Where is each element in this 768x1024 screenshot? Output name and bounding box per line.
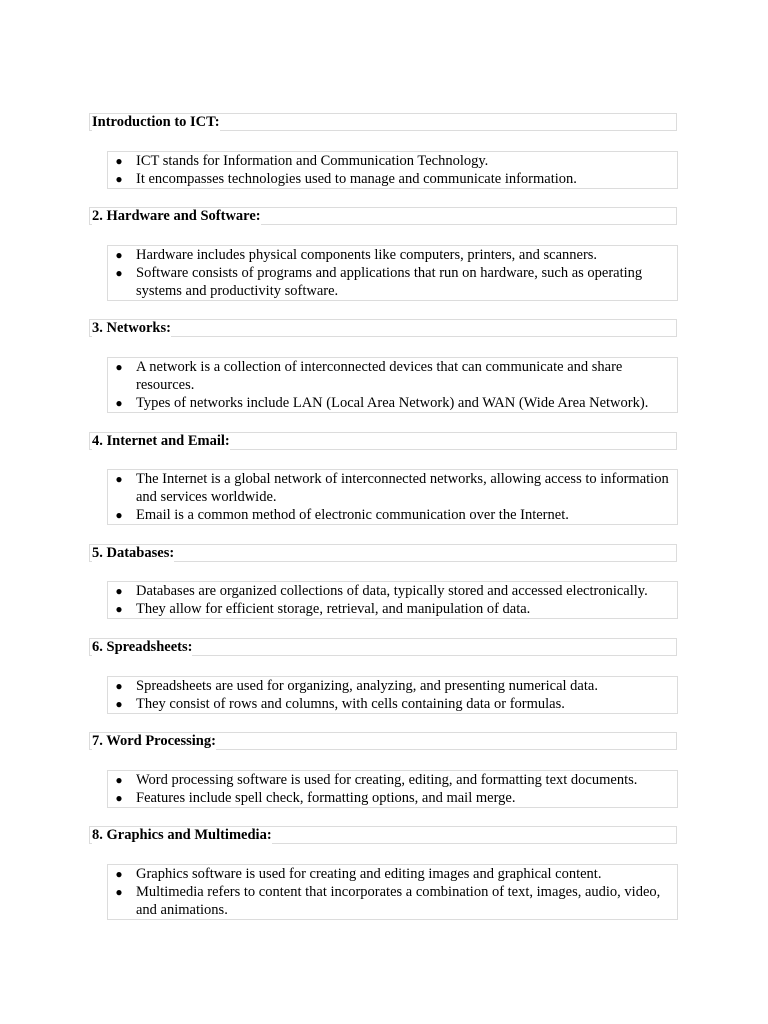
list-item-text: They consist of rows and columns, with cells containing data or formulas. bbox=[136, 696, 565, 712]
list-item bbox=[108, 695, 677, 713]
list-item-text: Spreadsheets are used for organizing, analyzing, and presenting numerical data. bbox=[136, 678, 598, 694]
list-item-text: Databases are organized collections of data, typically stored and accessed electronically. bbox=[136, 583, 648, 599]
bullet-icon: ● bbox=[115, 172, 123, 186]
heading-box bbox=[89, 113, 677, 131]
bullet-icon: ● bbox=[115, 791, 123, 805]
list-item-text: Multimedia refers to content that incorporates a combination of text, images, audio, video, and animations. bbox=[136, 884, 661, 918]
bullet-list-box bbox=[107, 581, 678, 619]
heading-box bbox=[89, 319, 677, 337]
list-item bbox=[108, 582, 677, 600]
list-item-text: Word processing software is used for creating, editing, and formatting text documents. bbox=[136, 772, 638, 788]
section-heading: 6. Spreadsheets: bbox=[92, 639, 193, 655]
list-item-text: They allow for efficient storage, retrieval, and manipulation of data. bbox=[136, 601, 531, 617]
bullet-list bbox=[108, 152, 677, 188]
list-item bbox=[108, 771, 677, 789]
bullet-icon: ● bbox=[115, 885, 123, 899]
list-item-text: Features include spell check, formatting options, and mail merge. bbox=[136, 790, 516, 806]
bullet-list bbox=[108, 470, 677, 524]
list-item bbox=[108, 264, 677, 300]
list-item bbox=[108, 506, 677, 524]
bullet-icon: ● bbox=[115, 508, 123, 522]
heading-box bbox=[89, 732, 677, 750]
section-heading: 2. Hardware and Software: bbox=[92, 208, 261, 224]
bullet-list bbox=[108, 582, 677, 618]
heading-box bbox=[89, 432, 677, 450]
list-item bbox=[108, 246, 677, 264]
list-item-text: The Internet is a global network of interconnected networks, allowing access to information and services worldwide. bbox=[136, 471, 669, 505]
section-heading: 4. Internet and Email: bbox=[92, 433, 230, 449]
bullet-icon: ● bbox=[115, 697, 123, 711]
heading-box bbox=[89, 544, 677, 562]
bullet-icon: ● bbox=[115, 773, 123, 787]
bullet-icon: ● bbox=[115, 360, 123, 374]
bullet-icon: ● bbox=[115, 679, 123, 693]
section-heading: Introduction to ICT: bbox=[92, 114, 220, 130]
bullet-list-box bbox=[107, 676, 678, 714]
section-heading: 8. Graphics and Multimedia: bbox=[92, 827, 272, 843]
bullet-icon: ● bbox=[115, 248, 123, 262]
list-item bbox=[108, 470, 677, 506]
list-item-text: ICT stands for Information and Communication Technology. bbox=[136, 153, 489, 169]
heading-box bbox=[89, 826, 677, 844]
bullet-list-box bbox=[107, 864, 678, 920]
bullet-icon: ● bbox=[115, 867, 123, 881]
list-item-text: It encompasses technologies used to manage and communicate information. bbox=[136, 171, 577, 187]
bullet-list bbox=[108, 358, 677, 412]
section-heading: 3. Networks: bbox=[92, 320, 171, 336]
list-item bbox=[108, 170, 677, 188]
bullet-list bbox=[108, 677, 677, 713]
bullet-list-box bbox=[107, 357, 678, 413]
list-item bbox=[108, 394, 677, 412]
list-item bbox=[108, 677, 677, 695]
bullet-icon: ● bbox=[115, 266, 123, 280]
list-item-text: A network is a collection of interconnected devices that can communicate and share resources. bbox=[136, 359, 623, 393]
bullet-icon: ● bbox=[115, 472, 123, 486]
bullet-list-box bbox=[107, 151, 678, 189]
list-item-text: Software consists of programs and applications that run on hardware, such as operating systems and productivity software. bbox=[136, 265, 643, 299]
list-item-text: Types of networks include LAN (Local Area Network) and WAN (Wide Area Network). bbox=[136, 395, 649, 411]
bullet-list bbox=[108, 246, 677, 300]
list-item bbox=[108, 600, 677, 618]
bullet-icon: ● bbox=[115, 154, 123, 168]
bullet-list bbox=[108, 771, 677, 807]
list-item bbox=[108, 865, 677, 883]
list-item bbox=[108, 789, 677, 807]
section-heading: 7. Word Processing: bbox=[92, 733, 216, 749]
section-heading: 5. Databases: bbox=[92, 545, 175, 561]
list-item-text: Hardware includes physical components like computers, printers, and scanners. bbox=[136, 247, 598, 263]
list-item bbox=[108, 358, 677, 394]
bullet-list-box bbox=[107, 469, 678, 525]
bullet-list-box bbox=[107, 770, 678, 808]
bullet-icon: ● bbox=[115, 602, 123, 616]
bullet-icon: ● bbox=[115, 396, 123, 410]
list-item-text: Graphics software is used for creating and editing images and graphical content. bbox=[136, 866, 602, 882]
list-item-text: Email is a common method of electronic communication over the Internet. bbox=[136, 507, 569, 523]
bullet-list bbox=[108, 865, 677, 919]
bullet-list-box bbox=[107, 245, 678, 301]
heading-box bbox=[89, 638, 677, 656]
bullet-icon: ● bbox=[115, 584, 123, 598]
list-item bbox=[108, 883, 677, 919]
heading-box bbox=[89, 207, 677, 225]
list-item bbox=[108, 152, 677, 170]
